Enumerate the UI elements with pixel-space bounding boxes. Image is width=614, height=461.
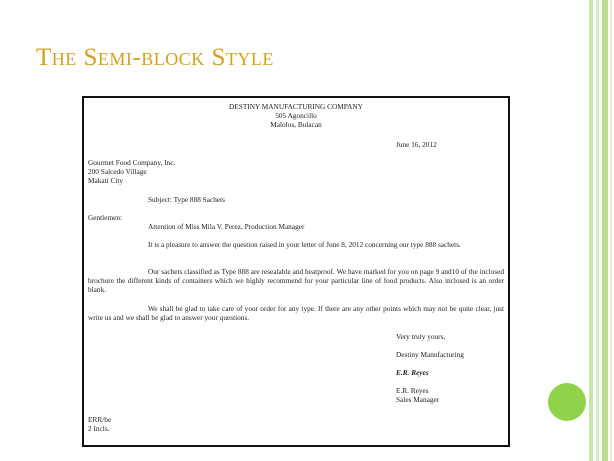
subject-line: Subject: Type 888 Sachets [148,195,225,204]
slide-title: The Semi-block Style [36,44,274,71]
signer-title: Sales Manager [396,395,440,404]
body-paragraph-2: Our sachets classified as Type 888 are resealable and heatproof. We have marked for you on page 9 and10 of the inclosed brochure the different kinds of containers which we highly recommend for your particular line of food products. Also inclosed is an order blank. [88,267,504,294]
green-circle-decoration [548,383,586,421]
company-address-line2: Malolos, Bulacan [270,120,322,129]
decorative-stripe [610,0,612,461]
inside-address-line1: Gourmet Food Company, Inc. [88,158,176,167]
inside-address-line3: Makati City [88,176,124,185]
decorative-stripe [596,0,599,461]
signature: E.R. Reyes [396,368,429,377]
reference-initials: ERR/be [88,415,112,424]
inside-address-line2: 200 Salcedo Village [88,167,147,176]
attention-line: Attention of Miss Mila V. Perez, Production Manager [148,222,305,231]
salutation: Gentlemen: [88,213,123,222]
enclosure-notation: 2 Incls. [88,424,110,433]
body-paragraph-3: We shall be glad to take care of your order for any type. If there are any other points which may not be quite clear, just write us and we shall be glad to answer your questions. [88,304,504,322]
letter-date: June 16, 2012 [396,140,437,149]
signer-name: E.R. Reyes [396,386,429,395]
company-name: DESTINY MANUFACTURING COMPANY [229,102,363,111]
complimentary-close: Very truly yours, [396,332,446,341]
letter-document [82,96,510,447]
letterhead [84,102,508,129]
company-address-line1: 505 Agoncillo [275,111,317,120]
decorative-stripe [589,0,593,461]
decorative-stripe [602,0,608,461]
body-paragraph-1: It is a pleasure to answer the question raised in your letter of June 8, 2012 concerning our type 888 sachets. [148,240,461,249]
signature-company: Destiny Manufacturing [396,350,464,359]
inside-address [88,158,175,185]
